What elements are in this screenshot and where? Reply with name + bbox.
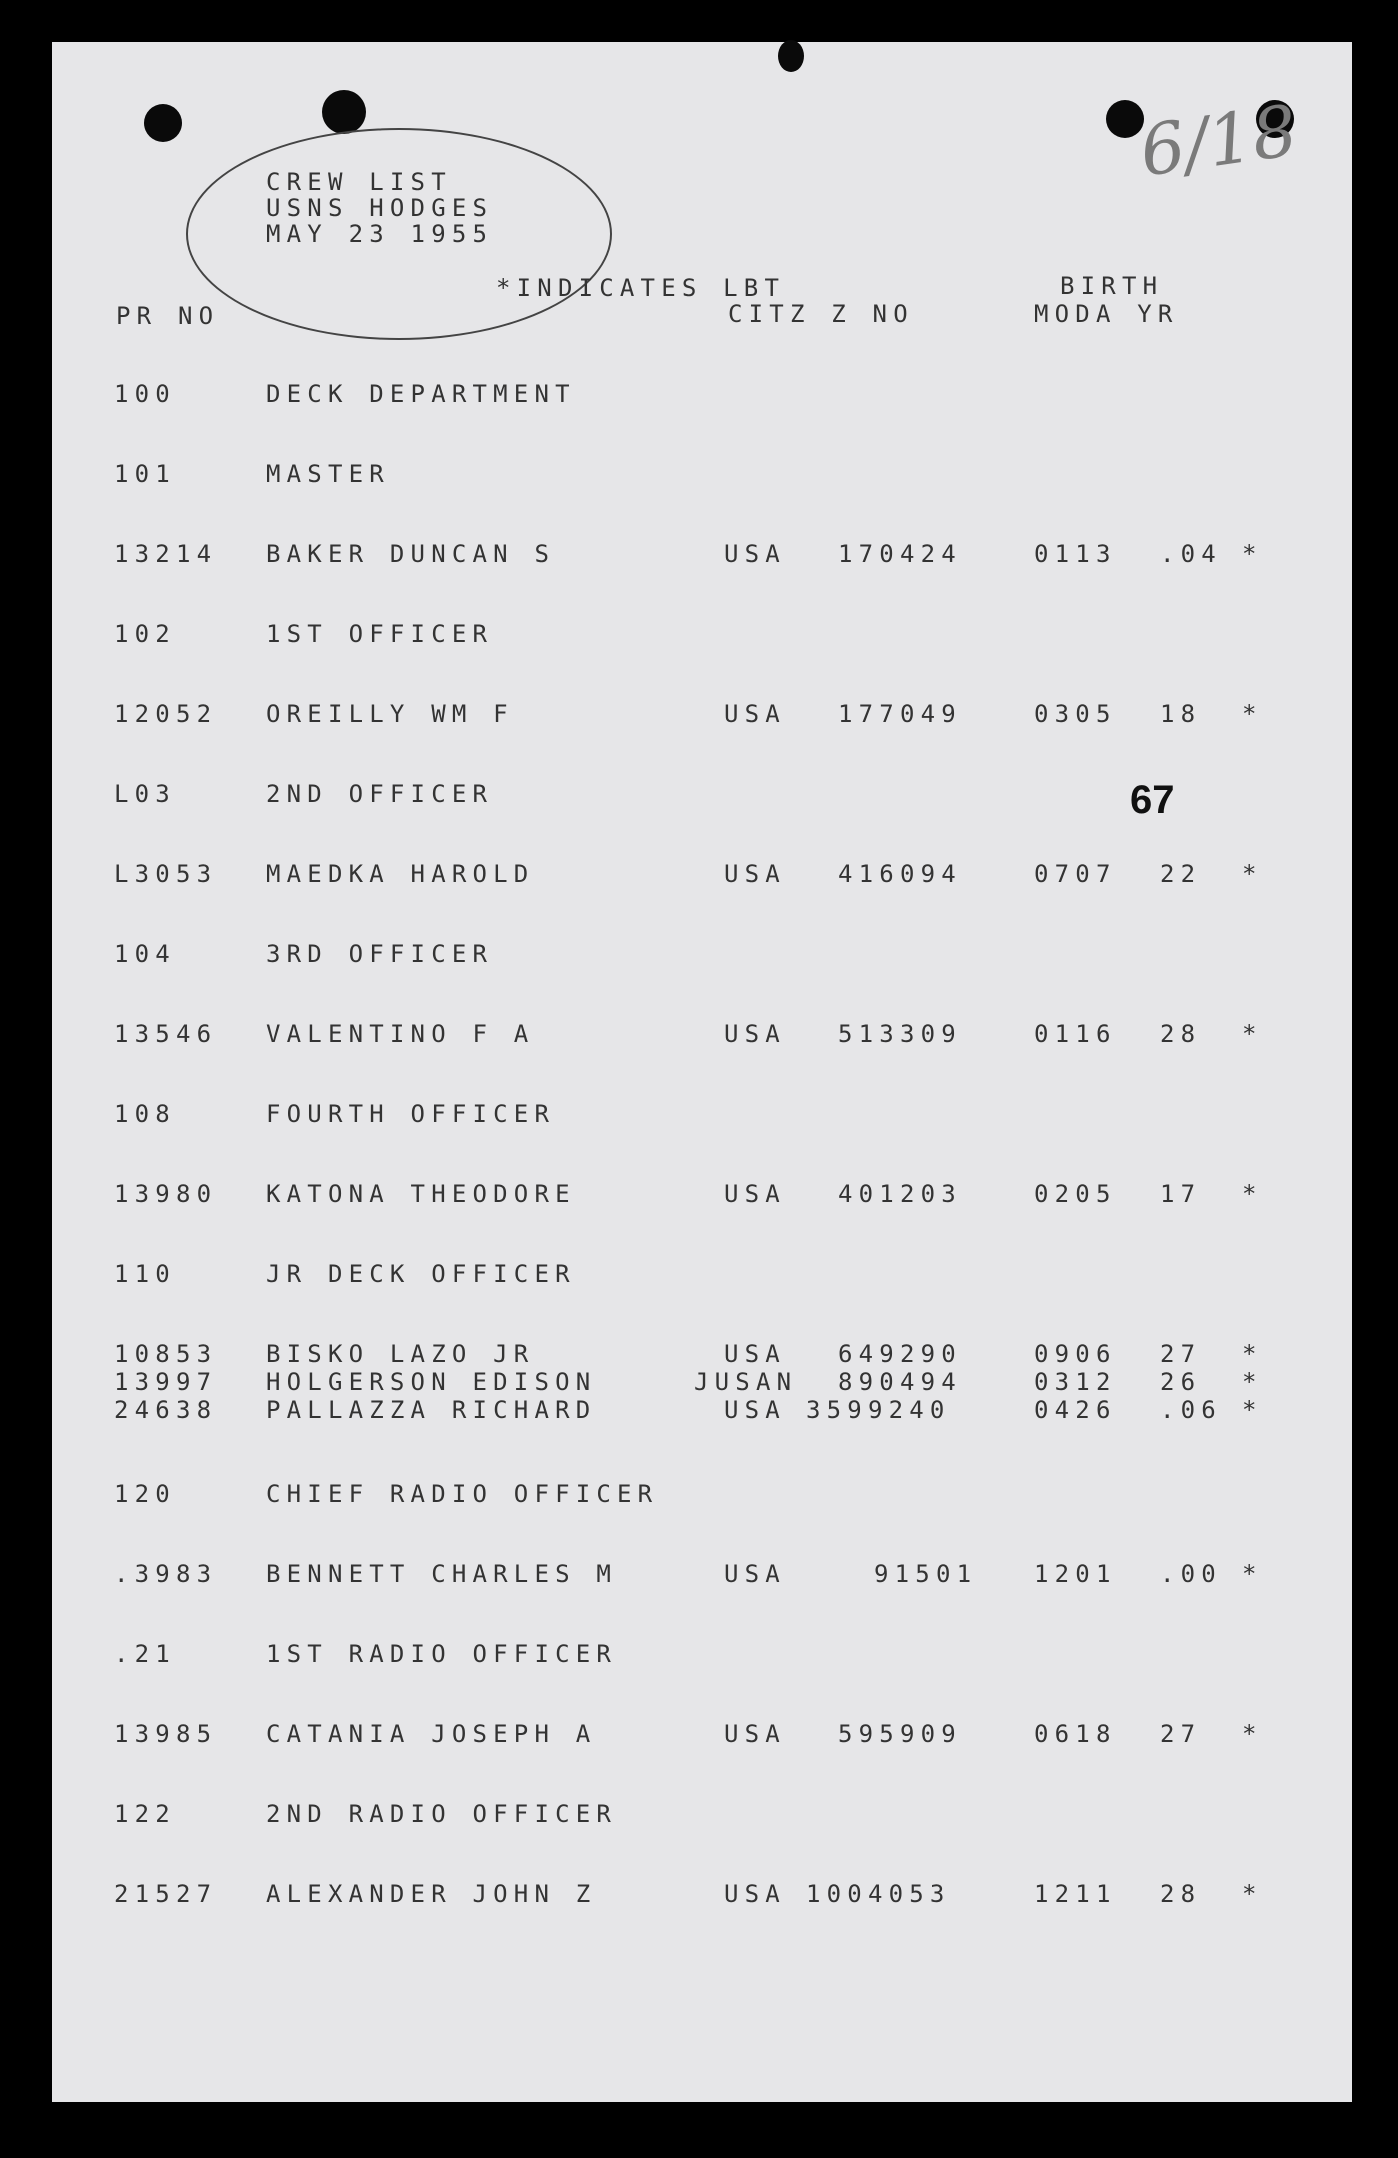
legend-text: *INDICATES LBT (496, 274, 786, 302)
cell-name: CATANIA JOSEPH A (266, 1720, 597, 1748)
cell-pr: 13980 (114, 1180, 218, 1208)
pencil-annotation: 6/18 (1135, 89, 1303, 193)
cell-yr: 27 (1160, 1720, 1202, 1748)
cell-moda: 0618 (1034, 1720, 1117, 1748)
cell-moda: 0116 (1034, 1020, 1117, 1048)
cell-lbt: * (1242, 1396, 1263, 1424)
cell-lbt: * (1242, 540, 1263, 568)
title-line: MAY 23 1955 (266, 220, 494, 248)
cell-citz: USA (724, 1340, 786, 1368)
cell-yr: .04 (1160, 540, 1222, 568)
cell-name: 1ST RADIO OFFICER (266, 1640, 618, 1668)
cell-yr: 28 (1160, 1880, 1202, 1908)
title-line: USNS HODGES (266, 194, 494, 222)
cell-moda: 0312 (1034, 1368, 1117, 1396)
cell-lbt: * (1242, 1180, 1263, 1208)
cell-citz: USA (724, 1720, 786, 1748)
cell-citz: USA (724, 1880, 786, 1908)
cell-lbt: * (1242, 700, 1263, 728)
cell-name: 3RD OFFICER (266, 940, 494, 968)
cell-citz: USA (724, 1020, 786, 1048)
punch-hole (778, 40, 804, 72)
cell-yr: .00 (1160, 1560, 1222, 1588)
cell-citz: USA (724, 1560, 786, 1588)
cell-name: BISKO LAZO JR (266, 1340, 535, 1368)
cell-name: HOLGERSON EDISON (266, 1368, 597, 1396)
cell-lbt: * (1242, 1340, 1263, 1368)
cell-citz: USA (724, 1180, 786, 1208)
cell-yr: .06 (1160, 1396, 1222, 1424)
cell-pr: 104 (114, 940, 176, 968)
cell-zno: 649290 (838, 1340, 962, 1368)
cell-pr: 120 (114, 1480, 176, 1508)
cell-name: CHIEF RADIO OFFICER (266, 1480, 659, 1508)
cell-pr: 101 (114, 460, 176, 488)
cell-pr: 110 (114, 1260, 176, 1288)
cell-citz: USA (724, 540, 786, 568)
cell-pr: L3053 (114, 860, 218, 888)
cell-moda: 1211 (1034, 1880, 1117, 1908)
cell-pr: 122 (114, 1800, 176, 1828)
cell-moda: 1201 (1034, 1560, 1117, 1588)
cell-yr: 18 (1160, 700, 1202, 728)
cell-lbt: * (1242, 1720, 1263, 1748)
cell-pr: .21 (114, 1640, 176, 1668)
cell-moda: 0426 (1034, 1396, 1117, 1424)
cell-zno: 91501 (874, 1560, 978, 1588)
cell-name: KATONA THEODORE (266, 1180, 576, 1208)
cell-name: 1ST OFFICER (266, 620, 494, 648)
cell-citz: USA (724, 1396, 786, 1424)
cell-pr: 12052 (114, 700, 218, 728)
cell-lbt: * (1242, 860, 1263, 888)
cell-lbt: * (1242, 1560, 1263, 1588)
column-header-pr-no: PR NO (116, 302, 220, 330)
cell-pr: 13214 (114, 540, 218, 568)
cell-pr: 108 (114, 1100, 176, 1128)
cell-pr: 13985 (114, 1720, 218, 1748)
cell-zno: 513309 (838, 1020, 962, 1048)
cell-pr: 21527 (114, 1880, 218, 1908)
cell-pr: .3983 (114, 1560, 218, 1588)
cell-name: MASTER (266, 460, 390, 488)
cell-citz: USA (724, 700, 786, 728)
cell-moda: 0707 (1034, 860, 1117, 888)
cell-citz: JUSAN (694, 1368, 798, 1396)
title-line: CREW LIST (266, 168, 452, 196)
cell-pr: L03 (114, 780, 176, 808)
cell-moda: 0205 (1034, 1180, 1117, 1208)
cell-zno: 890494 (838, 1368, 962, 1396)
cell-pr: 102 (114, 620, 176, 648)
cell-lbt: * (1242, 1368, 1263, 1396)
cell-name: 2ND OFFICER (266, 780, 494, 808)
cell-zno: 170424 (838, 540, 962, 568)
cell-pr: 13997 (114, 1368, 218, 1396)
cell-moda: 0305 (1034, 700, 1117, 728)
cell-zno: 595909 (838, 1720, 962, 1748)
cell-lbt: * (1242, 1880, 1263, 1908)
cell-moda: 0906 (1034, 1340, 1117, 1368)
document-page (52, 42, 1352, 2102)
punch-hole (144, 104, 182, 142)
cell-name: ALEXANDER JOHN Z (266, 1880, 597, 1908)
cell-name: DECK DEPARTMENT (266, 380, 576, 408)
cell-pr: 100 (114, 380, 176, 408)
cell-citz: USA (724, 860, 786, 888)
birth-label: BIRTH (1060, 272, 1164, 300)
cell-name: BENNETT CHARLES M (266, 1560, 618, 1588)
cell-yr: 27 (1160, 1340, 1202, 1368)
cell-name: BAKER DUNCAN S (266, 540, 556, 568)
cell-yr: 26 (1160, 1368, 1202, 1396)
cell-zno: 3599240 (806, 1396, 951, 1424)
cell-name: VALENTINO F A (266, 1020, 535, 1048)
cell-name: 2ND RADIO OFFICER (266, 1800, 618, 1828)
cell-pr: 13546 (114, 1020, 218, 1048)
cell-name: OREILLY WM F (266, 700, 514, 728)
cell-pr: 10853 (114, 1340, 218, 1368)
column-header-moda-yr: MODA YR (1034, 300, 1179, 328)
stamp-number: 67 (1130, 778, 1175, 822)
cell-moda: 0113 (1034, 540, 1117, 568)
cell-name: PALLAZZA RICHARD (266, 1396, 597, 1424)
cell-zno: 177049 (838, 700, 962, 728)
punch-hole (322, 90, 366, 134)
cell-zno: 1004053 (806, 1880, 951, 1908)
cell-yr: 17 (1160, 1180, 1202, 1208)
cell-pr: 24638 (114, 1396, 218, 1424)
cell-lbt: * (1242, 1020, 1263, 1048)
column-header-citz-zno: CITZ Z NO (728, 300, 914, 328)
cell-name: JR DECK OFFICER (266, 1260, 576, 1288)
cell-zno: 401203 (838, 1180, 962, 1208)
cell-yr: 22 (1160, 860, 1202, 888)
cell-zno: 416094 (838, 860, 962, 888)
cell-yr: 28 (1160, 1020, 1202, 1048)
cell-name: MAEDKA HAROLD (266, 860, 535, 888)
cell-name: FOURTH OFFICER (266, 1100, 556, 1128)
